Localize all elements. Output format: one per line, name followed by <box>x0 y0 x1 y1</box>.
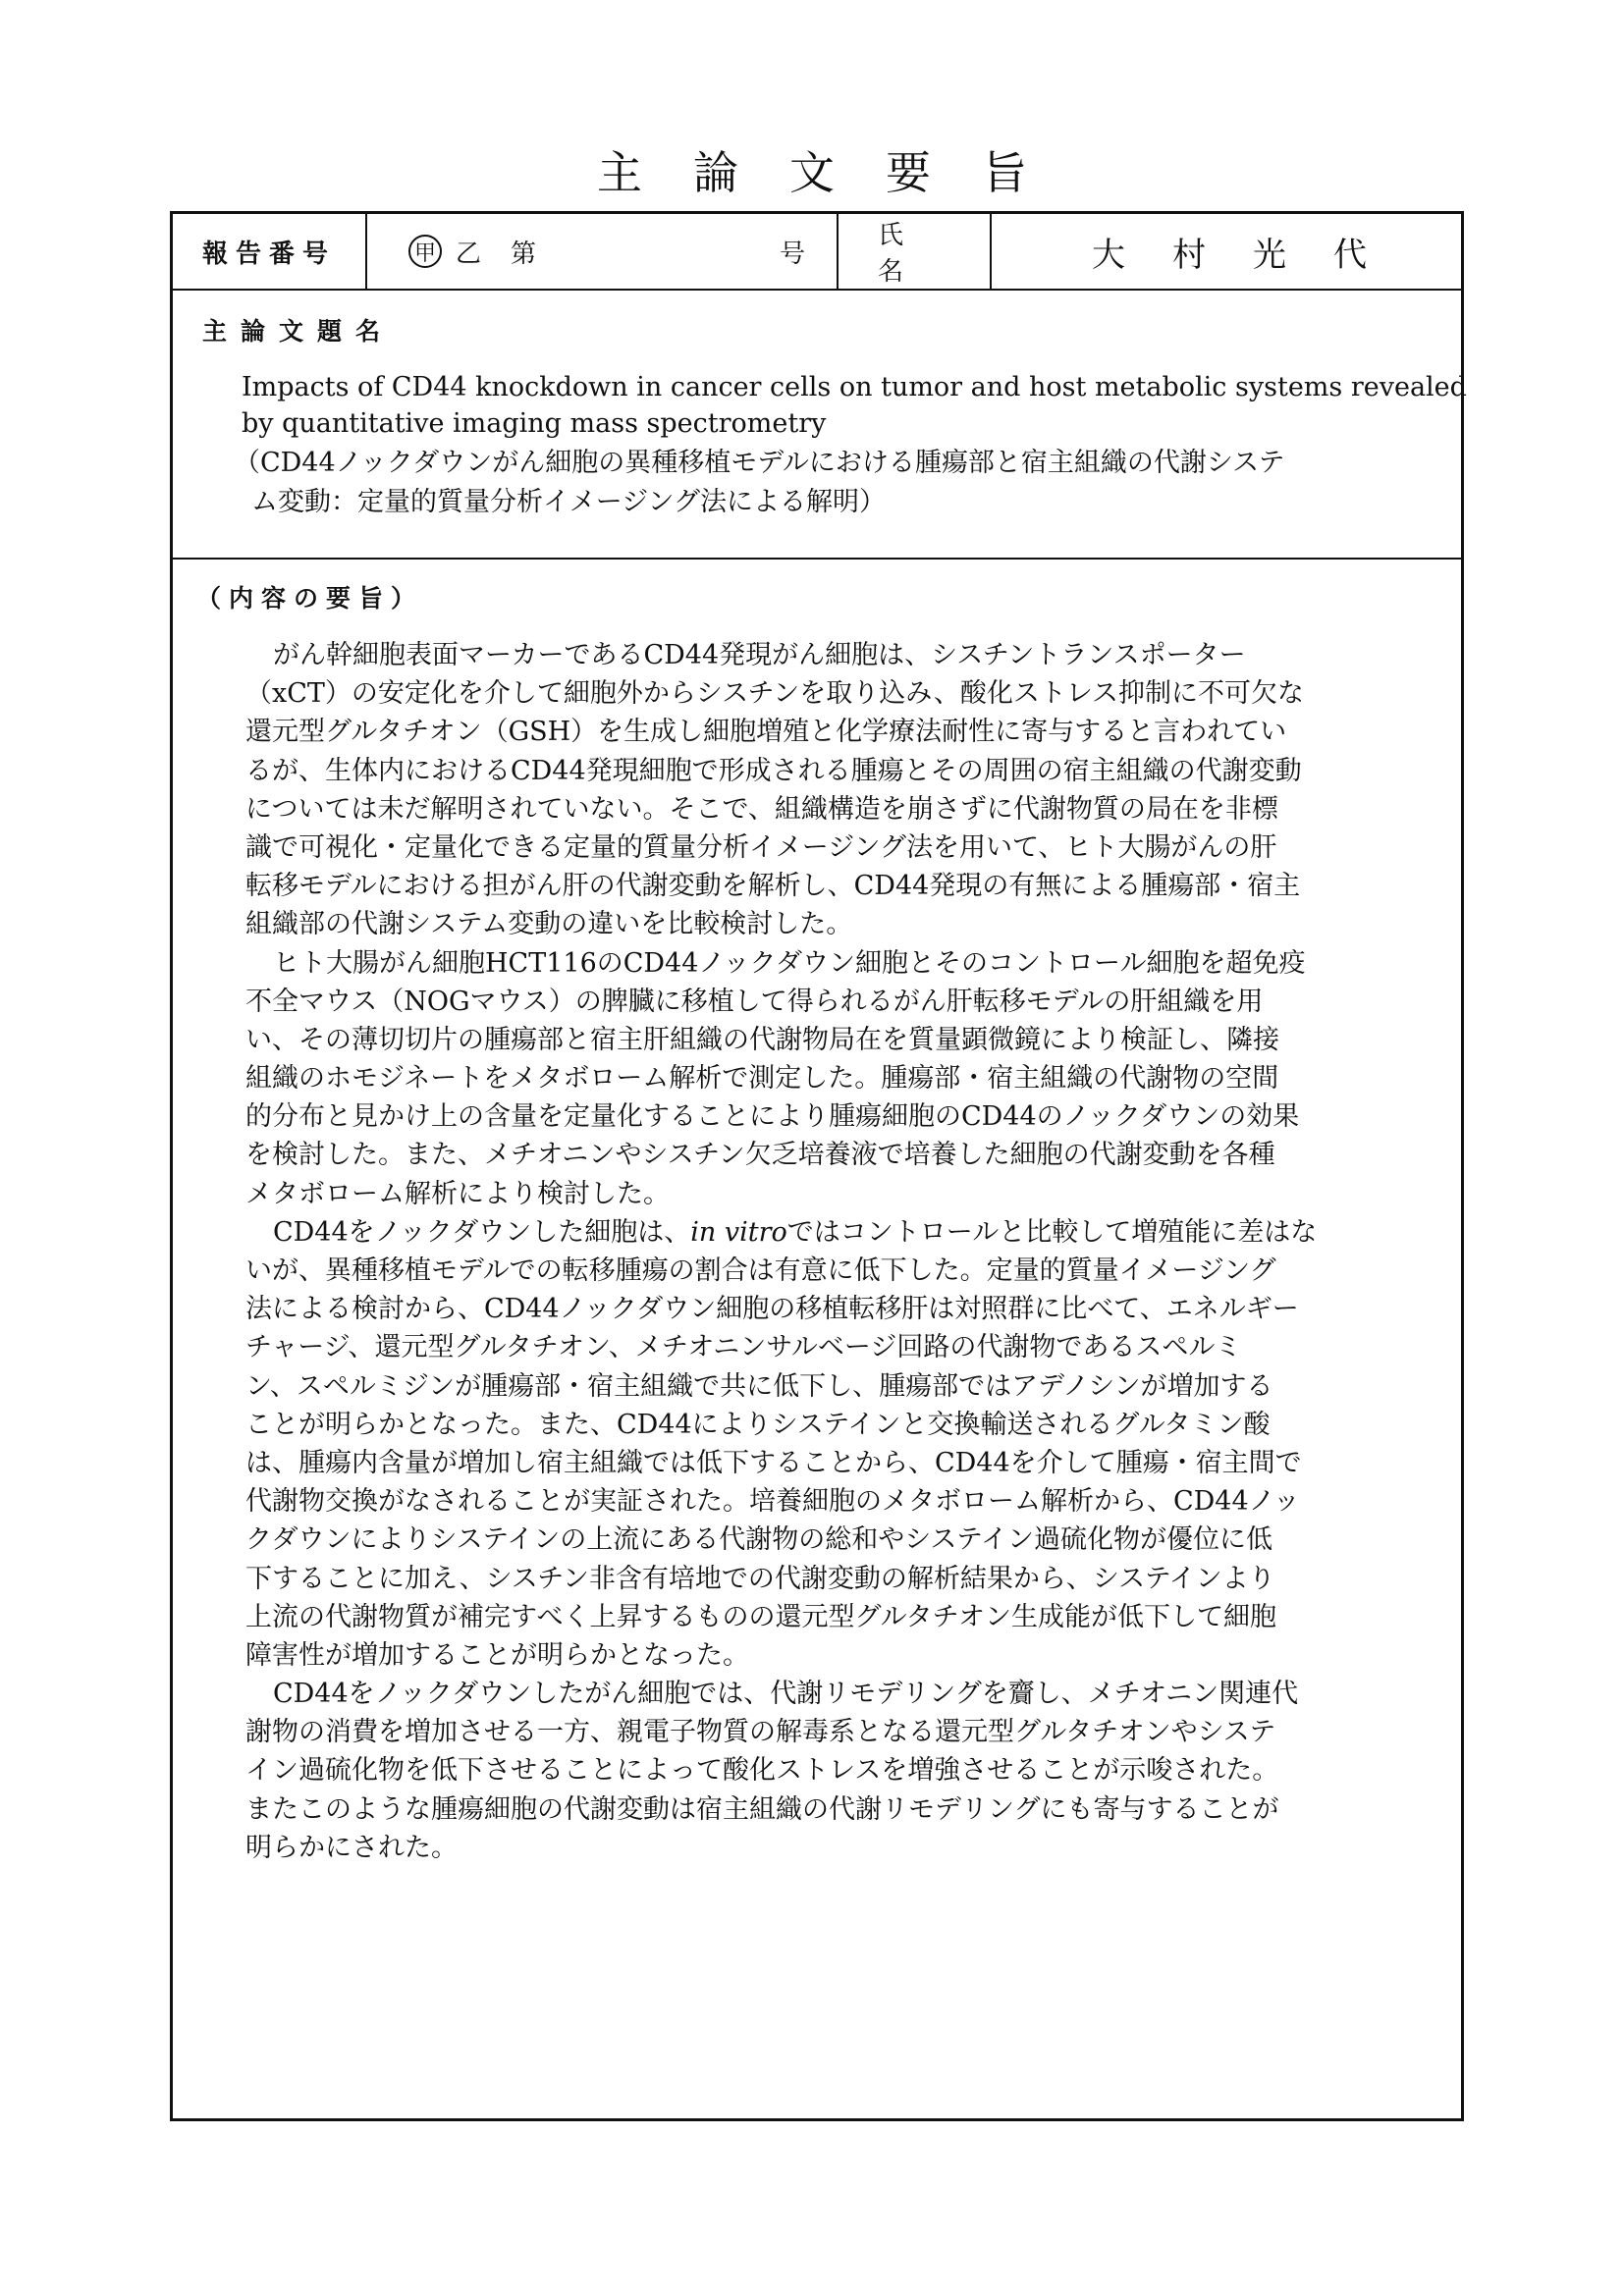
paragraph-line: い、その薄切切片の腫瘍部と宿主肝組織の代謝物局在を質量顕微鏡により検証し、隣接 <box>245 1024 1279 1055</box>
dai-label: 第 <box>511 239 537 269</box>
thesis-title-row <box>173 291 1467 560</box>
paragraph-line: 代謝物交換がなされることが実証された。培養細胞のメタボローム解析から、CD44ノッ <box>245 1486 1300 1518</box>
paragraph-line: 下することに加え、シスチン非含有培地での代謝変動の解析結果から、システインより <box>245 1563 1275 1594</box>
paragraph-line: メタボローム解析により検討した。 <box>245 1178 670 1209</box>
paragraph-3 <box>245 1213 1406 1675</box>
paragraph-line: CD44をノックダウンしたがん細胞では、代謝リモデリングを齎し、メチオニン関連代 <box>273 1679 1299 1710</box>
paragraph-2 <box>245 944 1406 1213</box>
paragraph-line: は、腫瘍内含量が増加し宿主組織では低下することから、CD44を介して腫瘍・宿主間で <box>245 1447 1302 1478</box>
paragraph-4 <box>245 1675 1406 1867</box>
paragraph-line: イン過硫化物を低下させることによって酸化ストレスを増強させることが示唆された。 <box>245 1755 1279 1787</box>
paragraph-line: またこのような腫瘍細胞の代謝変動は宿主組織の代謝リモデリングにも寄与することが <box>245 1793 1279 1825</box>
author-name: 大村光代 <box>1092 235 1414 275</box>
text-run: CD44をノックダウンした細胞は、 <box>273 1216 691 1248</box>
thesis-title-japanese <box>234 444 1412 522</box>
thesis-title-label: 主論文題名 <box>202 317 395 346</box>
paragraph-line: 障害性が増加することが明らかとなった。 <box>245 1639 749 1671</box>
paragraph-line: を検討した。また、メチオニンやシスチン欠乏培養液で培養した細胞の代謝変動を各種 <box>245 1140 1275 1171</box>
summary-label: （内容の要旨） <box>196 584 424 613</box>
paragraph-line <box>245 1213 1406 1252</box>
kou-circled-mark: 甲 <box>408 235 442 268</box>
name-label: 氏名 <box>839 214 992 289</box>
document-heading: 主論文要旨 <box>597 146 1078 199</box>
paragraph-line: 組織のホモジネートをメタボローム解析で測定した。腫瘍部・宿主組織の代謝物の空間 <box>245 1063 1279 1095</box>
paragraph-line: るが、生体内におけるCD44発現細胞で形成される腫瘍とその周囲の宿主組織の代謝変動 <box>245 755 1302 786</box>
report-number-field <box>367 214 839 289</box>
go-label: 号 <box>779 239 805 269</box>
paragraph-line: 的分布と見かけ上の含量を定量化することにより腫瘍細胞のCD44のノックダウンの効果 <box>245 1101 1300 1133</box>
report-number-label: 報告番号 <box>173 214 367 289</box>
summary-body <box>245 636 1406 1867</box>
paragraph-line: 法による検討から、CD44ノックダウン細胞の移植転移肝は対照群に比べて、エネルギー <box>245 1294 1299 1325</box>
otsu-label: 乙 <box>456 239 482 269</box>
paragraph-line: クダウンによりシステインの上流にある代謝物の総和やシステイン過硫化物が優位に低 <box>245 1524 1272 1556</box>
paragraph-line: 不全マウス（NOGマウス）の脾臓に移植して得られるがん肝転移モデルの肝組織を用 <box>245 986 1264 1017</box>
paragraph-line: 組織部の代謝システム変動の違いを比較検討した。 <box>245 909 853 940</box>
paragraph-line: ン、スペルミジンが腫瘍部・宿主組織で共に低下し、腫瘍部ではアデノシンが増加する <box>245 1370 1273 1402</box>
paragraph-line: 謝物の消費を増加させる一方、親電子物質の解毒系となる還元型グルタチオンやシステ <box>245 1717 1276 1748</box>
paragraph-line: （xCT）の安定化を介して細胞外からシスチンを取り込み、酸化ストレス抑制に不可欠な <box>245 678 1305 710</box>
paragraph-line: 上流の代謝物質が補完すべく上昇するものの還元型グルタチオン生成能が低下して細胞 <box>245 1601 1277 1632</box>
paragraph-line: ことが明らかとなった。また、CD44によりシステインと交換輸送されるグルタミン酸 <box>245 1409 1271 1440</box>
paragraph-1 <box>245 636 1406 944</box>
paragraph-line: いが、異種移植モデルでの転移腫瘍の割合は有意に低下した。定量的質量イメージング <box>245 1255 1276 1286</box>
title-ja-line: ム変動：定量的質量分析イメージング法による解明） <box>251 487 886 517</box>
title-en-line: Impacts of CD44 knockdown in cancer cells on tumor and host metabolic systems revealed <box>242 372 1467 402</box>
paragraph-line: 還元型グルタチオン（GSH）を生成し細胞増殖と化学療法耐性に寄与すると言われてい <box>245 717 1287 748</box>
paragraph-line: 識で可視化・定量化できる定量的質量分析イメージング法を用いて、ヒト大腸がんの肝 <box>245 831 1277 863</box>
text-run: ではコントロールと比較して増殖能に差はな <box>786 1216 1318 1248</box>
title-en-line: by quantitative imaging mass spectrometry <box>242 408 827 439</box>
italic-term: in vitro <box>690 1216 787 1248</box>
thesis-title-english <box>242 369 1467 442</box>
paragraph-line: チャージ、還元型グルタチオン、メチオニンサルベージ回路の代謝物であるスペルミ <box>245 1332 1242 1363</box>
paragraph-line: 明らかにされた。 <box>245 1832 458 1863</box>
summary-content-row <box>173 560 1461 2124</box>
paragraph-line: 転移モデルにおける担がん肝の代謝変動を解析し、CD44発現の有無による腫瘍部・宿主 <box>245 871 1301 902</box>
paragraph-line: がん幹細胞表面マーカーであるCD44発現がん細胞は、シスチントランスポーター <box>273 640 1246 670</box>
title-ja-line: （CD44ノックダウンがん細胞の異種移植モデルにおける腫瘍部と宿主組織の代謝システ <box>234 448 1285 478</box>
paragraph-line: については未だ解明されていない。そこで、組織構造を崩さずに代謝物質の局在を非標 <box>245 793 1278 825</box>
summary-form <box>170 211 1467 2121</box>
report-number-row <box>173 214 1461 291</box>
paragraph-line: ヒト大腸がん細胞HCT116のCD44ノックダウン細胞とそのコントロール細胞を超免疫 <box>273 947 1306 979</box>
